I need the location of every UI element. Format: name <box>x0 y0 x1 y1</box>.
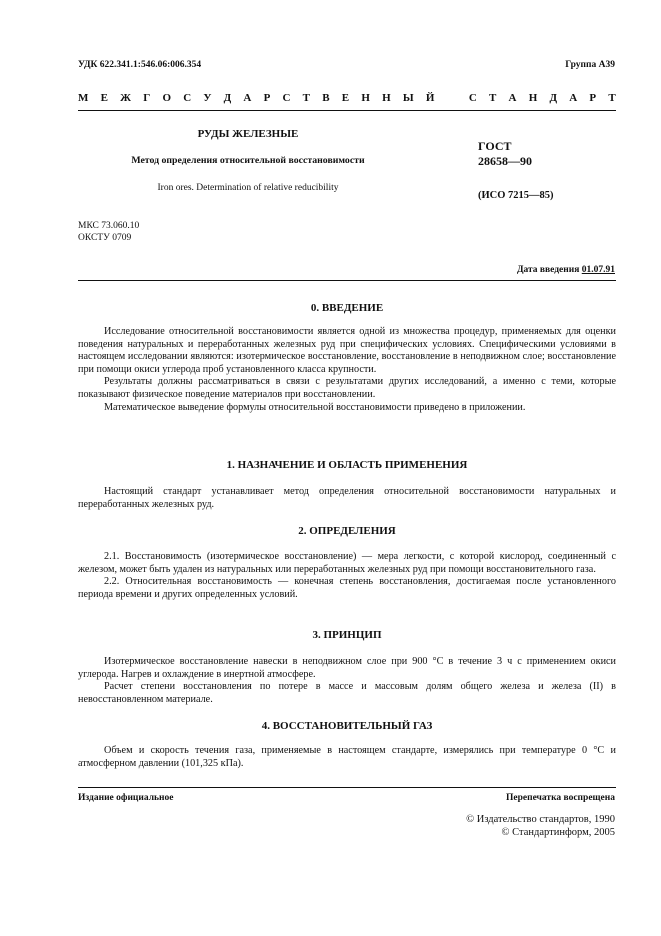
iso-reference: (ИСО 7215—85) <box>478 190 554 201</box>
definition-2-2: 2.2. Относительная восстановимость — конечная степень восстановления, достигаемая после установленного периода времени и других определенных условий. <box>78 576 616 600</box>
section-heading-scope: 1. НАЗНАЧЕНИЕ И ОБЛАСТЬ ПРИМЕНЕНИЯ <box>226 459 468 471</box>
banner-letter: У <box>203 92 212 104</box>
gost-number: 28658—90 <box>478 154 532 168</box>
banner-letter: Г <box>143 92 151 104</box>
banner-letter: Т <box>608 92 616 104</box>
banner-letter: Т <box>302 92 311 104</box>
banner-letter: С <box>282 92 291 104</box>
intro-paragraph-3: Математическое выведение формулы относительной восстановимости приведено в приложении. <box>104 401 526 413</box>
okstu-code: ОКСТУ 0709 <box>78 233 132 243</box>
mks-code: МКС 73.060.10 <box>78 221 140 231</box>
scope-paragraph-1: Настоящий стандарт устанавливает метод определения относительной восстановимости натуральных и переработанных железных руд. <box>78 486 616 510</box>
banner-letter: Р <box>589 92 597 104</box>
banner-letter: А <box>569 92 578 104</box>
principle-paragraph-2: Расчет степени восстановления по потере в массе и массовым долям общего железа и железа (II) в невосстановленном материале. <box>78 681 616 705</box>
banner-letter: Р <box>263 92 271 104</box>
intro-paragraph-1: Исследование относительной восстановимости является одной из множества процедур, применяемых для оценки поведения натуральных и переработанных железных руд при специфических условиях. Специфическими условиями в настоящем исследовании являются: изотермическое восстановление, восстановление в неподвижном слое; восстановление при помощи окиси углерода проб установленного класса крупности. <box>78 326 616 375</box>
banner-letter: Д <box>549 92 558 104</box>
banner-letter: Н <box>382 92 391 104</box>
gost-label: ГОСТ <box>478 139 512 153</box>
reprint-notice: Перепечатка воспрещена <box>505 793 615 803</box>
banner-letter: Н <box>361 92 370 104</box>
gas-paragraph-1: Объем и скорость течения газа, применяемые в настоящем стандарте, измерялись при температуре 0 °С и атмосферном давлении (101,325 кПа). <box>78 745 616 769</box>
banner-letter: О <box>162 92 171 104</box>
gas-text <box>78 745 616 770</box>
banner-letter: Т <box>488 92 497 104</box>
intro-paragraph-2: Результаты должны рассматриваться в связи с результатами других исследований, а именно с теми, которые показывают физическое поведение материалов при восстановлении. <box>78 376 616 400</box>
banner-letter: С <box>183 92 192 104</box>
copyright-2005: © Стандартинформ, 2005 <box>501 827 615 838</box>
group-code: Группа А39 <box>565 60 615 70</box>
date-label: Дата введения <box>516 265 582 275</box>
date-rule <box>78 280 616 281</box>
banner-gap <box>447 92 457 104</box>
banner-letter: Ы <box>402 92 414 104</box>
standard-banner <box>78 92 616 104</box>
document-subtitle: Метод определения относительной восстановимости <box>131 155 365 166</box>
banner-letter: А <box>508 92 517 104</box>
section-heading-principle: 3. ПРИНЦИП <box>312 629 382 641</box>
definitions-text <box>78 551 616 601</box>
udk-code: УДК 622.341.1:546.06:006.354 <box>78 60 202 70</box>
banner-letter: Е <box>341 92 350 104</box>
banner-letter: Ж <box>120 92 132 104</box>
date-value: 01.07.91 <box>581 265 615 275</box>
banner-letter: Й <box>425 92 435 104</box>
principle-text <box>78 656 616 706</box>
section-heading-intro: 0. ВВЕДЕНИЕ <box>310 302 384 314</box>
banner-letter: А <box>243 92 252 104</box>
english-title: Iron ores. Determination of relative reducibility <box>157 183 339 193</box>
intro-text <box>78 326 616 414</box>
definition-2-1: 2.1. Восстановимость (изотермическое восстановление) — мера легкости, с которой кислород, соединенный с железом, может быть удален из натуральных или переработанных железных руд при помощи восстановительного газа. <box>78 551 616 575</box>
footer-rule <box>78 787 616 788</box>
document-title: РУДЫ ЖЕЛЕЗНЫЕ <box>197 128 299 140</box>
banner-letter: Д <box>223 92 232 104</box>
banner-letter: Н <box>528 92 538 104</box>
introduction-date <box>517 265 615 275</box>
banner-letter: М <box>78 92 89 104</box>
section-heading-gas: 4. ВОССТАНОВИТЕЛЬНЫЙ ГАЗ <box>261 720 433 732</box>
section-heading-definitions: 2. ОПРЕДЕЛЕНИЯ <box>298 525 396 537</box>
principle-paragraph-1: Изотермическое восстановление навески в неподвижном слое при 900 °С в течение 3 ч с применением окиси углерода. Нагрев и охлаждение в инертной атмосфере. <box>78 656 616 680</box>
banner-letter: С <box>468 92 477 104</box>
copyright-1990: © Издательство стандартов, 1990 <box>466 814 615 825</box>
scope-text <box>78 486 616 511</box>
banner-rule <box>78 110 616 111</box>
banner-letter: В <box>322 92 330 104</box>
official-edition: Издание официальное <box>78 793 174 803</box>
banner-letter: Е <box>100 92 108 104</box>
